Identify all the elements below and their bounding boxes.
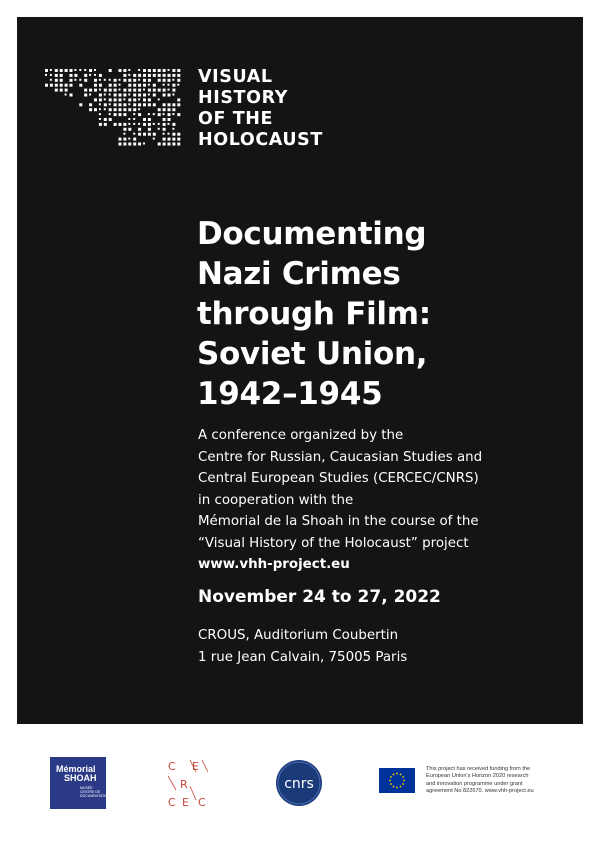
cercec-letter: C [168,760,176,773]
title-line: Soviet Union, [197,336,428,372]
pixel-map-logo-icon [45,69,185,169]
cnrs-logo-text: cnrs [284,776,314,792]
eu-funding-line: and innovation programme under grant [426,780,523,787]
memorial-logo-word: Mémorial [56,764,96,774]
description-line: Centre for Russian, Caucasian Studies and [198,449,483,465]
venue-address [198,625,407,668]
conference-title [197,214,577,414]
website-link[interactable]: www.vhh-project.eu [198,557,350,572]
title-line: Documenting [197,216,427,252]
title-line: 1942–1945 [197,376,383,412]
title-line: through Film: [197,296,431,332]
venue-line: CROUS, Auditorium Coubertin [198,628,399,643]
cercec-logo [166,756,212,808]
memorial-logo-word: SHOAH [64,773,97,783]
cercec-letter: C [198,796,206,808]
description-line: in cooperation with the [198,492,354,508]
memorial-logo-subtitle: MUSÉE · CENTRE DE DOCUMENTATION [80,786,111,798]
eu-funding-line: agreement No 822670. www.vhh-project.eu [426,788,534,795]
description-line: Central European Studies (CERCEC/CNRS) [198,471,479,486]
logo-line: VISUAL [198,67,273,87]
cercec-letter: E [192,760,199,773]
memorial-de-la-shoah-logo [50,757,111,809]
eu-funding-line: This project has received funding from the [426,766,531,772]
eu-flag-icon [379,768,415,793]
eu-funding-statement [426,766,576,796]
conference-description [198,425,578,576]
vhh-logo-text [198,67,323,151]
venue-line: 1 rue Jean Calvain, 75005 Paris [198,649,408,665]
cnrs-logo [275,759,323,807]
logo-line: HOLOCAUST [198,130,323,150]
description-line: “Visual History of the Holocaust” project [198,535,469,551]
description-line: Mémorial de la Shoah in the course of the [198,514,479,529]
conference-dates: November 24 to 27, 2022 [198,587,441,607]
logo-line: OF THE [198,109,274,129]
poster [17,17,583,724]
cercec-letter: E [182,796,189,808]
title-line: Nazi Crimes [197,256,401,292]
eu-funding-line: European Union’s Horizon 2020 research [426,773,529,780]
cercec-letter: R [180,778,188,791]
logo-line: HISTORY [198,88,288,108]
description-line: A conference organized by the [198,428,404,443]
cercec-letter: C [168,796,176,808]
